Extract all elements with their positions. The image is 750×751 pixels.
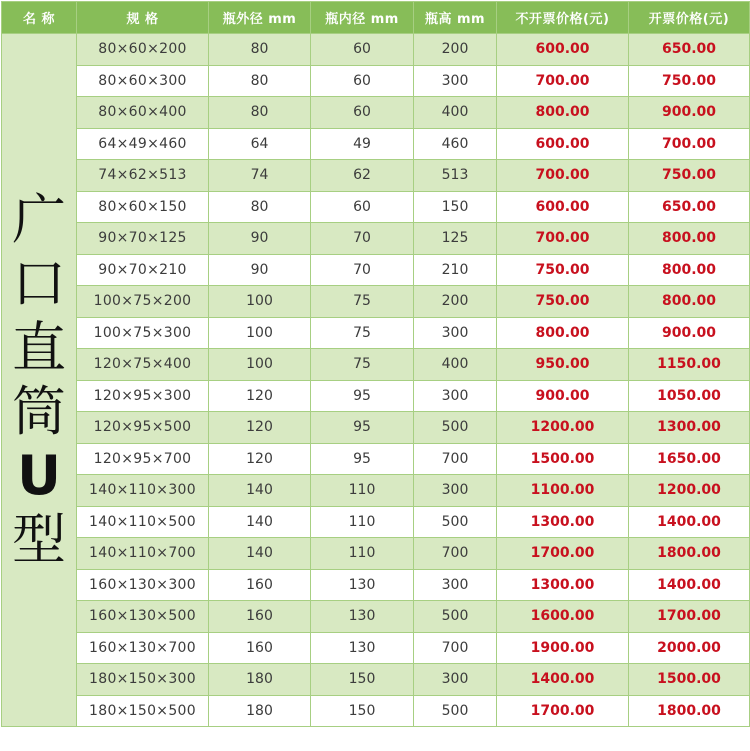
header-height: 瓶高 mm: [414, 2, 497, 34]
outer-diameter-cell: 140: [209, 538, 311, 570]
table-row: [2, 128, 750, 160]
price-invoice-cell: 1400.00: [629, 506, 750, 538]
table-row: [2, 506, 750, 538]
price-no-invoice-cell: 1900.00: [497, 632, 629, 664]
inner-diameter-cell: 110: [311, 538, 414, 570]
spec-cell: 120×75×400: [77, 349, 209, 381]
inner-diameter-cell: 95: [311, 380, 414, 412]
height-cell: 700: [414, 632, 497, 664]
price-invoice-cell: 750.00: [629, 160, 750, 192]
price-invoice-cell: 800.00: [629, 254, 750, 286]
spec-cell: 140×110×700: [77, 538, 209, 570]
price-invoice-cell: 2000.00: [629, 632, 750, 664]
spec-cell: 80×60×150: [77, 191, 209, 223]
outer-diameter-cell: 90: [209, 254, 311, 286]
spec-cell: 80×60×200: [77, 34, 209, 66]
table-row: [2, 349, 750, 381]
price-no-invoice-cell: 700.00: [497, 160, 629, 192]
price-no-invoice-cell: 1500.00: [497, 443, 629, 475]
spec-cell: 140×110×500: [77, 506, 209, 538]
table-row: [2, 443, 750, 475]
outer-diameter-cell: 180: [209, 695, 311, 727]
header-price-invoice: 开票价格(元): [629, 2, 750, 34]
height-cell: 500: [414, 412, 497, 444]
spec-cell: 120×95×300: [77, 380, 209, 412]
price-invoice-cell: 1050.00: [629, 380, 750, 412]
height-cell: 200: [414, 286, 497, 318]
inner-diameter-cell: 75: [311, 317, 414, 349]
height-cell: 500: [414, 601, 497, 633]
height-cell: 500: [414, 506, 497, 538]
table-row: [2, 223, 750, 255]
outer-diameter-cell: 140: [209, 475, 311, 507]
price-invoice-cell: 1800.00: [629, 695, 750, 727]
product-name-char: 筒: [12, 380, 66, 443]
price-invoice-cell: 1150.00: [629, 349, 750, 381]
table-row: [2, 380, 750, 412]
table-row: [2, 475, 750, 507]
header-row: [2, 2, 750, 34]
height-cell: 513: [414, 160, 497, 192]
height-cell: 400: [414, 97, 497, 129]
outer-diameter-cell: 160: [209, 632, 311, 664]
price-no-invoice-cell: 1700.00: [497, 695, 629, 727]
table-body: [2, 34, 750, 727]
height-cell: 700: [414, 538, 497, 570]
spec-cell: 90×70×210: [77, 254, 209, 286]
spec-cell: 90×70×125: [77, 223, 209, 255]
spec-cell: 140×110×300: [77, 475, 209, 507]
inner-diameter-cell: 130: [311, 632, 414, 664]
height-cell: 125: [414, 223, 497, 255]
outer-diameter-cell: 160: [209, 601, 311, 633]
price-invoice-cell: 1200.00: [629, 475, 750, 507]
price-no-invoice-cell: 1600.00: [497, 601, 629, 633]
inner-diameter-cell: 60: [311, 34, 414, 66]
spec-cell: 74×62×513: [77, 160, 209, 192]
price-no-invoice-cell: 700.00: [497, 65, 629, 97]
outer-diameter-cell: 64: [209, 128, 311, 160]
price-no-invoice-cell: 950.00: [497, 349, 629, 381]
price-invoice-cell: 900.00: [629, 97, 750, 129]
price-table: [1, 1, 750, 727]
inner-diameter-cell: 95: [311, 443, 414, 475]
table-row: [2, 412, 750, 444]
price-invoice-cell: 650.00: [629, 34, 750, 66]
table-row: [2, 317, 750, 349]
spec-cell: 100×75×300: [77, 317, 209, 349]
table-row: [2, 632, 750, 664]
price-invoice-cell: 1800.00: [629, 538, 750, 570]
price-no-invoice-cell: 800.00: [497, 97, 629, 129]
inner-diameter-cell: 150: [311, 664, 414, 696]
price-invoice-cell: 900.00: [629, 317, 750, 349]
price-no-invoice-cell: 800.00: [497, 317, 629, 349]
price-no-invoice-cell: 1200.00: [497, 412, 629, 444]
height-cell: 300: [414, 475, 497, 507]
inner-diameter-cell: 150: [311, 695, 414, 727]
price-no-invoice-cell: 1300.00: [497, 506, 629, 538]
price-no-invoice-cell: 600.00: [497, 128, 629, 160]
price-invoice-cell: 650.00: [629, 191, 750, 223]
product-name-char: 型: [12, 508, 66, 571]
outer-diameter-cell: 100: [209, 286, 311, 318]
height-cell: 300: [414, 664, 497, 696]
table-row: [2, 34, 750, 66]
inner-diameter-cell: 130: [311, 569, 414, 601]
table-row: [2, 254, 750, 286]
table-row: [2, 191, 750, 223]
header-outer-diameter: 瓶外径 mm: [209, 2, 311, 34]
price-no-invoice-cell: 700.00: [497, 223, 629, 255]
inner-diameter-cell: 60: [311, 65, 414, 97]
outer-diameter-cell: 100: [209, 349, 311, 381]
price-no-invoice-cell: 750.00: [497, 254, 629, 286]
inner-diameter-cell: 75: [311, 286, 414, 318]
spec-cell: 160×130×700: [77, 632, 209, 664]
price-invoice-cell: 1700.00: [629, 601, 750, 633]
height-cell: 300: [414, 317, 497, 349]
inner-diameter-cell: 70: [311, 254, 414, 286]
height-cell: 300: [414, 65, 497, 97]
product-name-char: 直: [12, 316, 66, 379]
spec-cell: 120×95×500: [77, 412, 209, 444]
price-sheet: [1, 1, 749, 749]
product-name-cell: [2, 34, 77, 727]
spec-cell: 160×130×300: [77, 569, 209, 601]
price-no-invoice-cell: 1300.00: [497, 569, 629, 601]
height-cell: 300: [414, 569, 497, 601]
price-invoice-cell: 800.00: [629, 286, 750, 318]
price-invoice-cell: 800.00: [629, 223, 750, 255]
product-name-char: 口: [12, 252, 66, 315]
outer-diameter-cell: 90: [209, 223, 311, 255]
outer-diameter-cell: 120: [209, 380, 311, 412]
table-row: [2, 65, 750, 97]
price-invoice-cell: 1300.00: [629, 412, 750, 444]
header-inner-diameter: 瓶内径 mm: [311, 2, 414, 34]
outer-diameter-cell: 100: [209, 317, 311, 349]
header-price-no-invoice: 不开票价格(元): [497, 2, 629, 34]
height-cell: 300: [414, 380, 497, 412]
height-cell: 210: [414, 254, 497, 286]
table-row: [2, 286, 750, 318]
table-row: [2, 97, 750, 129]
header-name: 名 称: [2, 2, 77, 34]
inner-diameter-cell: 130: [311, 601, 414, 633]
spec-cell: 80×60×300: [77, 65, 209, 97]
price-no-invoice-cell: 600.00: [497, 191, 629, 223]
outer-diameter-cell: 140: [209, 506, 311, 538]
outer-diameter-cell: 120: [209, 412, 311, 444]
spec-cell: 180×150×500: [77, 695, 209, 727]
inner-diameter-cell: 75: [311, 349, 414, 381]
price-no-invoice-cell: 1400.00: [497, 664, 629, 696]
outer-diameter-cell: 180: [209, 664, 311, 696]
price-no-invoice-cell: 1100.00: [497, 475, 629, 507]
outer-diameter-cell: 80: [209, 97, 311, 129]
spec-cell: 180×150×300: [77, 664, 209, 696]
inner-diameter-cell: 110: [311, 475, 414, 507]
height-cell: 500: [414, 695, 497, 727]
height-cell: 150: [414, 191, 497, 223]
price-invoice-cell: 1500.00: [629, 664, 750, 696]
price-no-invoice-cell: 1700.00: [497, 538, 629, 570]
spec-cell: 100×75×200: [77, 286, 209, 318]
price-invoice-cell: 1650.00: [629, 443, 750, 475]
table-row: [2, 695, 750, 727]
height-cell: 700: [414, 443, 497, 475]
product-name-char: 广: [12, 188, 66, 251]
spec-cell: 80×60×400: [77, 97, 209, 129]
price-invoice-cell: 700.00: [629, 128, 750, 160]
table-row: [2, 538, 750, 570]
outer-diameter-cell: 160: [209, 569, 311, 601]
spec-cell: 160×130×500: [77, 601, 209, 633]
table-row: [2, 160, 750, 192]
inner-diameter-cell: 60: [311, 97, 414, 129]
outer-diameter-cell: 80: [209, 191, 311, 223]
outer-diameter-cell: 120: [209, 443, 311, 475]
product-name: [2, 188, 76, 572]
inner-diameter-cell: 110: [311, 506, 414, 538]
price-invoice-cell: 750.00: [629, 65, 750, 97]
spec-cell: 64×49×460: [77, 128, 209, 160]
inner-diameter-cell: 49: [311, 128, 414, 160]
product-name-char: U: [17, 444, 61, 507]
height-cell: 400: [414, 349, 497, 381]
outer-diameter-cell: 80: [209, 65, 311, 97]
price-no-invoice-cell: 900.00: [497, 380, 629, 412]
table-row: [2, 569, 750, 601]
price-no-invoice-cell: 600.00: [497, 34, 629, 66]
inner-diameter-cell: 60: [311, 191, 414, 223]
table-row: [2, 601, 750, 633]
price-invoice-cell: 1400.00: [629, 569, 750, 601]
spec-cell: 120×95×700: [77, 443, 209, 475]
header-spec: 规 格: [77, 2, 209, 34]
inner-diameter-cell: 62: [311, 160, 414, 192]
height-cell: 460: [414, 128, 497, 160]
outer-diameter-cell: 80: [209, 34, 311, 66]
inner-diameter-cell: 95: [311, 412, 414, 444]
inner-diameter-cell: 70: [311, 223, 414, 255]
height-cell: 200: [414, 34, 497, 66]
outer-diameter-cell: 74: [209, 160, 311, 192]
price-no-invoice-cell: 750.00: [497, 286, 629, 318]
table-row: [2, 664, 750, 696]
